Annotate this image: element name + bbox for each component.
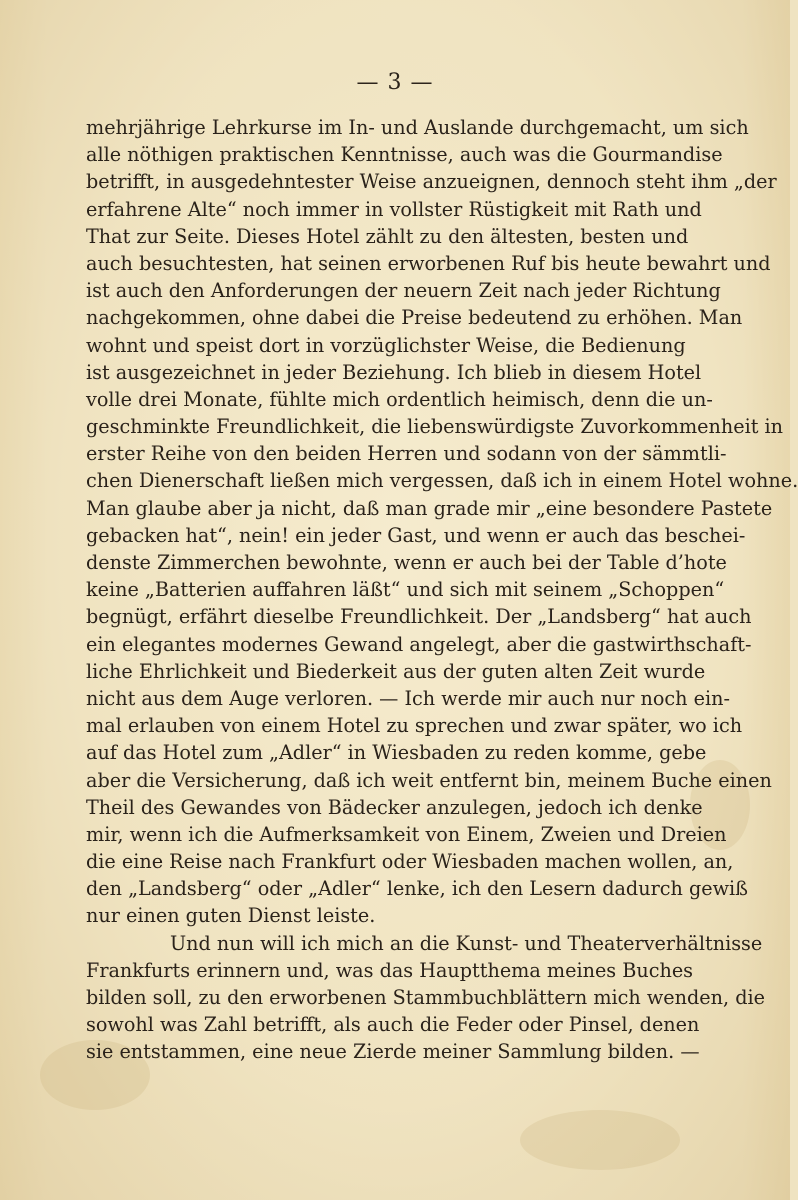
text-line: Frankfurts erinnern und, was das Hauptthema meines Buches: [86, 958, 694, 982]
text-line: ist ausgezeichnet in jeder Beziehung. Ich blieb in diesem Hotel: [86, 360, 702, 384]
text-line: auch besuchtesten, hat seinen erworbenen Ruf bis heute bewahrt und: [86, 251, 771, 275]
page-number: — 3 —: [356, 70, 434, 95]
text-line: geschminkte Freundlichkeit, die liebenswürdigste Zuvorkommenheit in: [86, 415, 784, 439]
paper-stain: [520, 1110, 680, 1170]
text-line: auf das Hotel zum „Adler“ in Wiesbaden zu reden komme, gebe: [86, 741, 707, 765]
text-line: liche Ehrlichkeit und Biederkeit aus der guten alten Zeit wurde: [86, 659, 706, 683]
text-line: mehrjährige Lehrkurse im In- und Auslande durchgemacht, um sich: [86, 116, 749, 139]
text-line: den „Landsberg“ oder „Adler“ lenke, ich den Lesern dadurch gewiß: [86, 877, 748, 901]
text-line: Theil des Gewandes von Bädecker anzulegen, jedoch ich denke: [86, 795, 703, 819]
text-line: That zur Seite. Dieses Hotel zählt zu den ältesten, besten und: [86, 224, 689, 248]
text-line: mir, wenn ich die Aufmerksamkeit von Einem, Zweien und Dreien: [86, 822, 727, 846]
text-line: ist auch den Anforderungen der neuern Zeit nach jeder Richtung: [86, 279, 721, 303]
text-line: mal erlauben von einem Hotel zu sprechen und zwar später, wo ich: [86, 714, 743, 738]
text-line: volle drei Monate, fühlte mich ordentlich heimisch, denn die un-: [86, 387, 713, 411]
paragraph-start-line: Und nun will ich mich an die Kunst- und Theaterverhältnisse: [170, 931, 763, 955]
text-line: chen Dienerschaft ließen mich vergessen, daß ich in einem Hotel wohne.: [86, 469, 798, 493]
text-line: begnügt, erfährt dieselbe Freundlichkeit. Der „Landsberg“ hat auch: [86, 605, 752, 629]
text-line: erster Reihe von den beiden Herren und sodann von der sämmtli-: [86, 442, 727, 466]
text-line: nachgekommen, ohne dabei die Preise bedeutend zu erhöhen. Man: [86, 306, 743, 330]
text-line: gebacken hat“, nein! ein jeder Gast, und wenn er auch das beschei-: [86, 523, 746, 547]
text-line: Man glaube aber ja nicht, daß man grade mir „eine besondere Pastete: [86, 496, 773, 520]
text-line: betrifft, in ausgedehntester Weise anzueignen, dennoch steht ihm „der: [86, 170, 777, 194]
text-line: bilden soll, zu den erworbenen Stammbuchblättern mich wenden, die: [86, 986, 765, 1009]
text-line: aber die Versicherung, daß ich weit entfernt bin, meinem Buche einen: [86, 768, 772, 792]
text-line: sie entstammen, eine neue Zierde meiner Sammlung bilden. —: [86, 1040, 700, 1064]
paragraph-end-line: nur einen guten Dienst leiste.: [86, 904, 376, 928]
text-line: wohnt und speist dort in vorzüglichster Weise, die Bedienung: [86, 333, 686, 357]
body-text: [86, 114, 798, 1066]
text-line: nicht aus dem Auge verloren. — Ich werde mir auch nur noch ein-: [86, 686, 730, 710]
text-line: denste Zimmerchen bewohnte, wenn er auch bei der Table d’hote: [86, 551, 727, 574]
text-line: erfahrene Alte“ noch immer in vollster Rüstigkeit mit Rath und: [86, 197, 702, 221]
text-line: die eine Reise nach Frankfurt oder Wiesbaden machen wollen, an,: [86, 850, 734, 874]
text-line: alle nöthigen praktischen Kenntnisse, auch was die Gourmandise: [86, 143, 723, 167]
text-line: keine „Batterien auffahren läßt“ und sich mit seinem „Schoppen“: [86, 578, 725, 602]
text-line: ein elegantes modernes Gewand angelegt, aber die gastwirthschaft-: [86, 632, 752, 656]
text-line: sowohl was Zahl betrifft, als auch die Feder oder Pinsel, denen: [86, 1013, 700, 1037]
